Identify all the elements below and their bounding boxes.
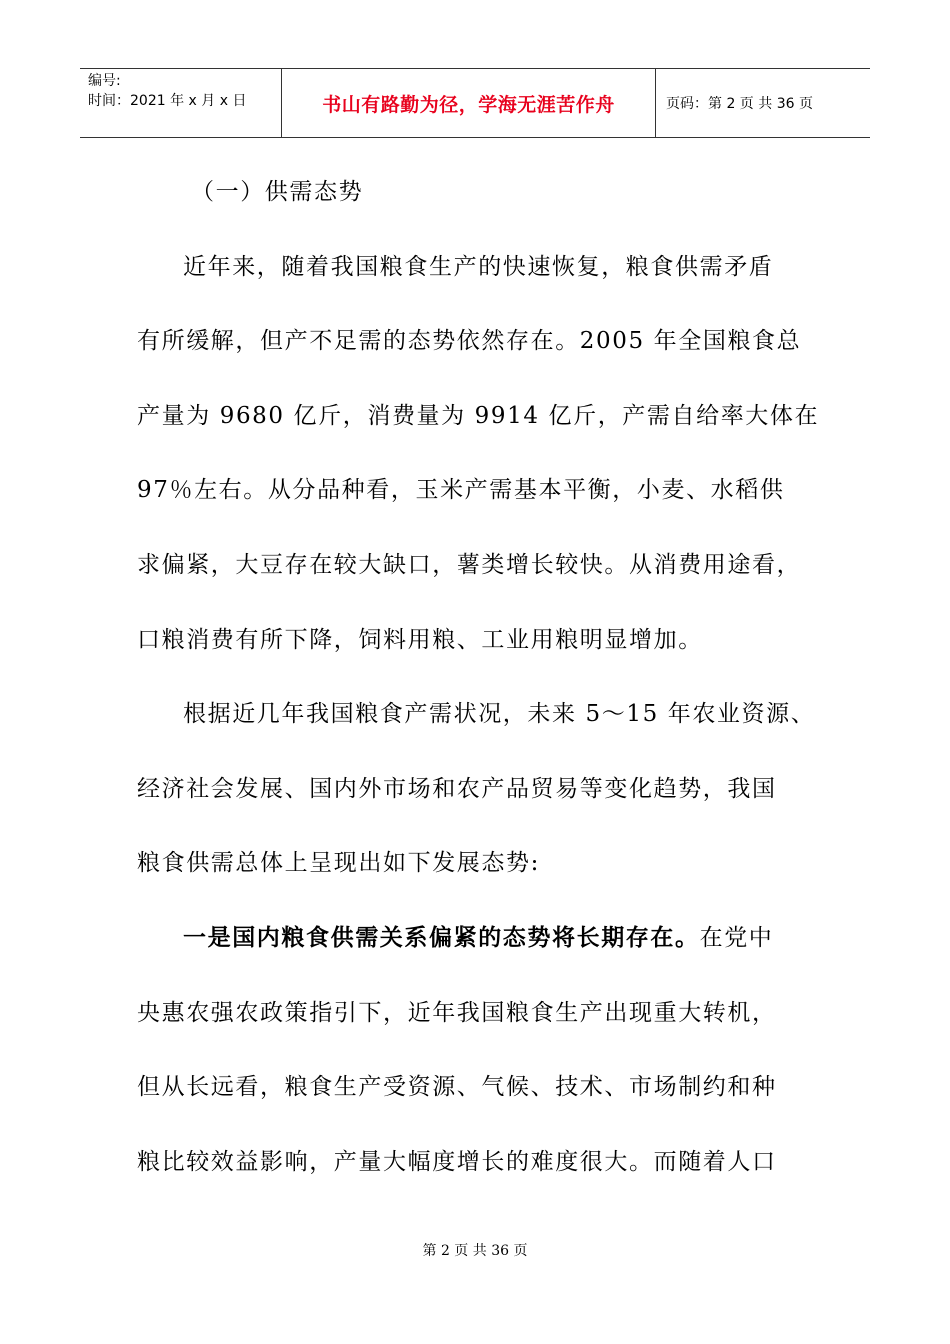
page-header bbox=[80, 68, 870, 138]
paragraph-line: 97％左右。从分品种看，玉米产需基本平衡，小麦、水稻供 bbox=[137, 477, 785, 504]
paragraph-line: 粮比较效益影响，产量大幅度增长的难度很大。而随着人口 bbox=[137, 1148, 777, 1175]
date-label: 时间：2021 年 x 月 x 日 bbox=[88, 93, 247, 109]
page-footer: 第 2 页 共 36 页 bbox=[422, 1243, 528, 1259]
document-body bbox=[137, 155, 837, 1199]
header-meta bbox=[80, 69, 282, 137]
point-one-heading: 一是国内粮食供需关系偏紧的态势将长期存在。 bbox=[183, 923, 700, 951]
point-one-text: 在党中 bbox=[699, 924, 774, 951]
header-motto: 书山有路勤为径，学海无涯苦作舟 bbox=[282, 69, 656, 137]
paragraph-line: 粮食供需总体上呈现出如下发展态势: bbox=[137, 850, 540, 877]
paragraph-line: 但从长远看，粮食生产受资源、气候、技术、市场制约和种 bbox=[137, 1074, 777, 1101]
code-label: 编号: bbox=[88, 73, 121, 89]
paragraph-line: 口粮消费有所下降，饲料用粮、工业用粮明显增加。 bbox=[137, 626, 703, 653]
header-page-info: 页码：第 2 页 共 36 页 bbox=[666, 96, 813, 112]
paragraph-line: 产量为 9680 亿斤，消费量为 9914 亿斤，产需自给率大体在 bbox=[137, 402, 820, 429]
paragraph-line: 经济社会发展、国内外市场和农产品贸易等变化趋势，我国 bbox=[137, 775, 777, 802]
point-one-line bbox=[137, 901, 837, 976]
paragraph-line: 有所缓解，但产不足需的态势依然存在。2005 年全国粮食总 bbox=[137, 328, 802, 355]
paragraph-line: 近年来，随着我国粮食生产的快速恢复，粮食供需矛盾 bbox=[183, 253, 774, 280]
paragraph-line: 求偏紧，大豆存在较大缺口，薯类增长较快。从消费用途看， bbox=[137, 551, 802, 578]
paragraph-line: 根据近几年我国粮食产需状况，未来 5～15 年农业资源、 bbox=[183, 701, 816, 728]
paragraph-line: 央惠农强农政策指引下，近年我国粮食生产出现重大转机， bbox=[137, 999, 777, 1026]
section-title: （一）供需态势 bbox=[191, 179, 364, 205]
